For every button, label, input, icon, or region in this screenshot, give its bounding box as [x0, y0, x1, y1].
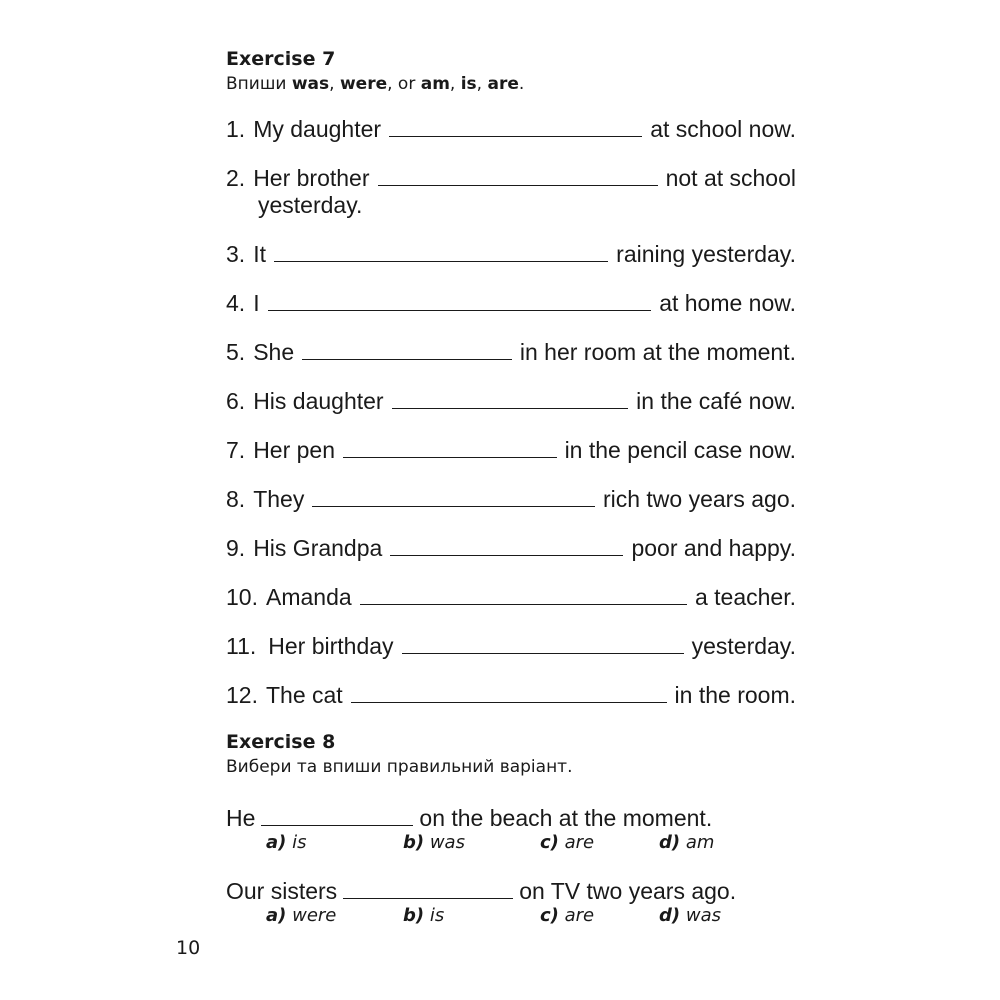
item-number: 2. [226, 165, 246, 191]
exercise-item [226, 339, 796, 366]
answer-blank[interactable] [268, 290, 652, 311]
instruction-text: , [449, 74, 461, 94]
item-number: 3. [226, 241, 246, 267]
answer-blank[interactable] [343, 878, 513, 899]
question-lead-text: Our sisters [226, 878, 338, 904]
answer-blank[interactable] [312, 486, 595, 507]
item-number: 9. [226, 535, 246, 561]
option-text: are [564, 905, 595, 926]
question-tail-text: on TV two years ago. [519, 878, 737, 904]
instruction-word: are [487, 74, 519, 94]
exercise-item [226, 682, 796, 709]
exercise-item [226, 535, 796, 562]
item-number: 7. [226, 437, 246, 463]
item-lead-text: My daughter [253, 116, 382, 142]
answer-blank[interactable] [360, 584, 687, 605]
item-tail-text: in the café now. [636, 388, 796, 414]
item-tail-text: in the room. [674, 682, 796, 708]
option-letter: b) [402, 905, 425, 926]
item-continuation-text: yesterday. [258, 192, 363, 218]
item-tail-text: at school now. [650, 116, 796, 142]
option-text: was [429, 832, 465, 853]
option-c[interactable] [540, 832, 659, 854]
exercise-7-title: Exercise 7 [226, 48, 336, 70]
instruction-word: were [339, 74, 388, 94]
option-a[interactable] [266, 832, 403, 854]
item-number: 5. [226, 339, 246, 365]
item-number: 11. [226, 633, 257, 659]
item-number: 1. [226, 116, 246, 142]
exercise-item [226, 165, 796, 219]
item-tail-text: not at school [665, 165, 796, 191]
item-number: 4. [226, 290, 246, 316]
exercise-item [226, 437, 796, 464]
item-tail-text: raining yesterday. [616, 241, 796, 267]
exercise-item [226, 633, 796, 660]
instruction-text: , or [387, 74, 421, 94]
exercise-8-question [226, 878, 796, 927]
answer-blank[interactable] [351, 682, 667, 703]
instruction-text: Впиши [226, 74, 292, 94]
option-b[interactable] [403, 905, 540, 927]
exercise-8-instruction: Вибери та впиши правильний варіант. [226, 757, 573, 777]
option-c[interactable] [540, 905, 659, 927]
option-letter: d) [659, 832, 681, 853]
item-lead-text: They [253, 486, 305, 512]
answer-blank[interactable] [343, 437, 557, 458]
option-text: am [685, 832, 715, 853]
option-letter: a) [266, 832, 287, 853]
question-lead-text: He [226, 805, 256, 831]
item-tail-text: rich two years ago. [602, 486, 796, 512]
question-tail-text: on the beach at the moment. [419, 805, 713, 831]
worksheet-page [226, 48, 796, 927]
exercise-item [226, 290, 796, 317]
option-letter: b) [402, 832, 425, 853]
option-text: are [564, 832, 595, 853]
answer-blank[interactable] [392, 388, 629, 409]
item-lead-text: His daughter [253, 388, 384, 414]
option-text: is [429, 905, 445, 926]
item-tail-text: in the pencil case now. [564, 437, 796, 463]
instruction-text: . [518, 74, 525, 94]
exercise-8 [226, 731, 796, 927]
item-lead-text: Her pen [253, 437, 336, 463]
answer-blank[interactable] [389, 116, 642, 137]
item-tail-text: yesterday. [691, 633, 796, 659]
item-tail-text: poor and happy. [631, 535, 796, 561]
option-b[interactable] [403, 832, 540, 854]
option-letter: a) [266, 905, 287, 926]
item-number: 8. [226, 486, 246, 512]
option-d[interactable] [659, 832, 796, 854]
answer-blank[interactable] [274, 241, 608, 262]
instruction-word: am [420, 74, 450, 94]
exercise-item [226, 486, 796, 513]
exercise-item [226, 388, 796, 415]
option-text: was [685, 905, 722, 926]
instruction-text: , [329, 74, 340, 94]
item-tail-text: a teacher. [694, 584, 796, 610]
item-lead-text: It [253, 241, 266, 267]
instruction-word: was [291, 74, 330, 94]
item-lead-text: She [253, 339, 295, 365]
exercise-item [226, 584, 796, 611]
item-lead-text: His Grandpa [253, 535, 383, 561]
option-d[interactable] [659, 905, 796, 927]
item-number: 10. [226, 584, 258, 610]
item-number: 12. [226, 682, 258, 708]
item-tail-text: in her room at the moment. [519, 339, 796, 365]
answer-blank[interactable] [390, 535, 623, 556]
item-number: 6. [226, 388, 246, 414]
exercise-7-items [226, 116, 796, 709]
option-a[interactable] [266, 905, 403, 927]
exercise-7-instruction [226, 72, 796, 96]
exercise-7 [226, 48, 796, 709]
item-tail-text: at home now. [659, 290, 796, 316]
answer-options [226, 905, 796, 927]
instruction-word: is [460, 74, 477, 94]
item-lead-text: Her brother [253, 165, 370, 191]
answer-blank[interactable] [261, 805, 413, 826]
answer-options [226, 832, 796, 854]
option-letter: c) [539, 832, 559, 853]
option-letter: c) [539, 905, 559, 926]
option-text: is [292, 832, 307, 853]
option-text: were [292, 905, 337, 926]
item-lead-text: Amanda [265, 584, 352, 610]
exercise-8-title: Exercise 8 [226, 731, 336, 753]
exercise-8-question [226, 805, 796, 854]
option-letter: d) [659, 905, 681, 926]
answer-blank[interactable] [302, 339, 512, 360]
item-lead-text: Her birthday [268, 633, 394, 659]
item-lead-text: I [253, 290, 260, 316]
answer-blank[interactable] [402, 633, 684, 654]
answer-blank[interactable] [378, 165, 658, 186]
exercise-item [226, 116, 796, 143]
item-lead-text: The cat [265, 682, 343, 708]
exercise-item [226, 241, 796, 268]
page-number: 10 [176, 937, 201, 959]
instruction-text: , [476, 74, 488, 94]
